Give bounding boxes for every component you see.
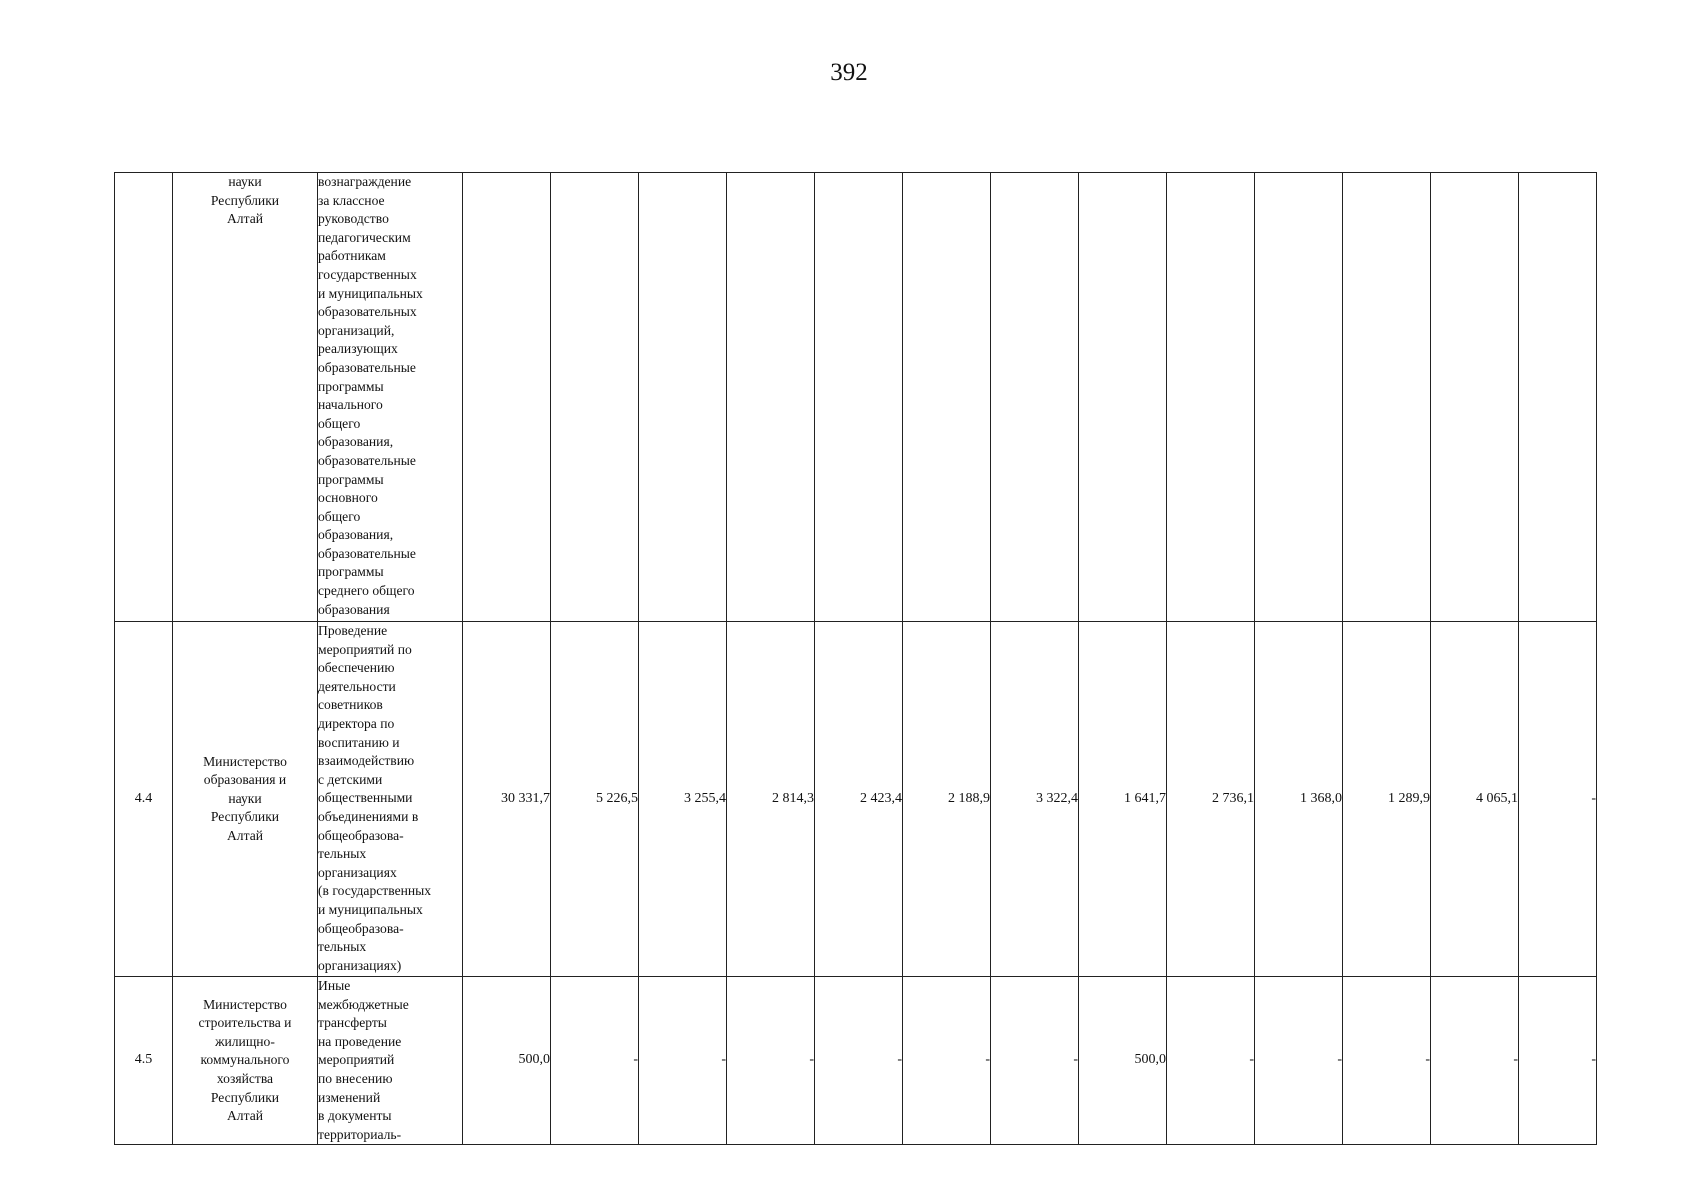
desc-line: деятельности — [318, 678, 396, 694]
desc-line: руководство — [318, 211, 389, 227]
org-line: науки — [228, 790, 262, 806]
desc-line: общего — [318, 508, 361, 524]
value-cell: - — [639, 977, 727, 1145]
table-row — [115, 977, 1597, 1145]
org-line: жилищно- — [215, 1033, 275, 1049]
org-line: Алтай — [226, 211, 263, 227]
org-line: Алтай — [226, 827, 263, 843]
value-cell: 500,0 — [463, 977, 551, 1145]
org-line: науки — [228, 174, 262, 189]
desc-line: программы — [318, 564, 384, 580]
value-cell: - — [1519, 622, 1597, 977]
responsible-organization — [173, 173, 318, 622]
desc-line: обеспечению — [318, 660, 395, 676]
desc-line: программы — [318, 471, 384, 487]
org-line: Республики — [210, 1089, 280, 1105]
desc-line: директора по — [318, 715, 395, 731]
value-cell: 2 188,9 — [903, 622, 991, 977]
desc-line: в документы — [318, 1108, 392, 1124]
value-cell — [463, 173, 551, 622]
desc-line: программы — [318, 378, 384, 394]
table-row — [115, 622, 1597, 977]
value-cell: 2 423,4 — [815, 622, 903, 977]
org-line: коммунального — [200, 1052, 290, 1068]
desc-line: среднего общего — [318, 583, 415, 599]
value-cell: 3 322,4 — [991, 622, 1079, 977]
value-cell: - — [551, 977, 639, 1145]
value-cell: 1 368,0 — [1255, 622, 1343, 977]
measure-description — [318, 977, 463, 1145]
desc-line: с детскими — [318, 771, 383, 787]
value-cell: 2 736,1 — [1167, 622, 1255, 977]
value-cell — [1167, 173, 1255, 622]
desc-line: работникам — [318, 248, 386, 264]
budget-table — [114, 172, 1597, 1145]
responsible-organization — [173, 977, 318, 1145]
responsible-organization — [173, 622, 318, 977]
org-line: Министерство — [203, 753, 287, 769]
desc-line: государственных — [318, 266, 417, 282]
desc-line: воспитанию и — [318, 734, 400, 750]
desc-line: (в государственных — [318, 883, 432, 899]
desc-line: общеобразова- — [318, 827, 404, 843]
desc-line: общего — [318, 415, 361, 431]
value-cell — [1431, 173, 1519, 622]
desc-line: образовательные — [318, 359, 416, 375]
desc-line: общественными — [318, 790, 413, 806]
value-cell: 4 065,1 — [1431, 622, 1519, 977]
row-number: 4.5 — [115, 977, 173, 1145]
value-cell: - — [1167, 977, 1255, 1145]
desc-line: мероприятий по — [318, 641, 412, 657]
desc-line: тельных — [318, 846, 367, 862]
value-cell — [1255, 173, 1343, 622]
page-number: 392 — [830, 59, 868, 86]
org-line: образования и — [203, 772, 287, 788]
value-cell — [991, 173, 1079, 622]
desc-line: Иные — [318, 978, 351, 993]
org-line: строительства и — [198, 1015, 292, 1031]
value-cell: - — [903, 977, 991, 1145]
value-cell — [551, 173, 639, 622]
value-cell: 2 814,3 — [727, 622, 815, 977]
value-cell: - — [815, 977, 903, 1145]
desc-line: взаимодействию — [318, 753, 415, 769]
desc-line: трансферты — [318, 1015, 387, 1031]
desc-line: и муниципальных — [318, 285, 423, 301]
value-cell — [1079, 173, 1167, 622]
row-number: 4.4 — [115, 622, 173, 977]
desc-line: образовательные — [318, 452, 416, 468]
desc-line: на проведение — [318, 1033, 402, 1049]
measure-description — [318, 173, 463, 622]
value-cell: 1 289,9 — [1343, 622, 1431, 977]
desc-line: образовательные — [318, 545, 416, 561]
value-cell: 1 641,7 — [1079, 622, 1167, 977]
value-cell — [727, 173, 815, 622]
desc-line: вознаграждение — [318, 174, 412, 189]
desc-line: образования, — [318, 434, 394, 450]
desc-line: межбюджетные — [318, 996, 409, 1012]
desc-line: педагогическим — [318, 229, 411, 245]
desc-line: Проведение — [318, 623, 388, 638]
value-cell: 500,0 — [1079, 977, 1167, 1145]
value-cell — [903, 173, 991, 622]
org-line: Алтай — [226, 1108, 263, 1124]
value-cell: 30 331,7 — [463, 622, 551, 977]
desc-line: изменений — [318, 1089, 381, 1105]
desc-line: организациях — [318, 864, 397, 880]
desc-line: объединениями в — [318, 808, 419, 824]
value-cell — [639, 173, 727, 622]
desc-line: основного — [318, 490, 378, 506]
value-cell: - — [1431, 977, 1519, 1145]
org-line: Республики — [210, 192, 280, 208]
value-cell: - — [1255, 977, 1343, 1145]
value-cell: - — [991, 977, 1079, 1145]
desc-line: образования, — [318, 527, 394, 543]
value-cell: 3 255,4 — [639, 622, 727, 977]
desc-line: за классное — [318, 192, 385, 208]
desc-line: реализующих — [318, 341, 398, 357]
value-cell: 5 226,5 — [551, 622, 639, 977]
value-cell: - — [727, 977, 815, 1145]
value-cell: - — [1519, 977, 1597, 1145]
table-row — [115, 173, 1597, 622]
desc-line: общеобразова- — [318, 920, 404, 936]
desc-line: советников — [318, 697, 383, 713]
desc-line: по внесению — [318, 1070, 393, 1086]
desc-line: мероприятий — [318, 1052, 395, 1068]
desc-line: и муниципальных — [318, 901, 423, 917]
desc-line: организаций, — [318, 322, 395, 338]
org-line: Министерство — [203, 996, 287, 1012]
row-number — [115, 173, 173, 622]
desc-line: образовательных — [318, 304, 417, 320]
org-line: Республики — [210, 809, 280, 825]
value-cell — [1343, 173, 1431, 622]
desc-line: образования — [318, 601, 390, 617]
table-body — [115, 173, 1597, 1145]
value-cell — [815, 173, 903, 622]
desc-line: тельных — [318, 939, 367, 955]
desc-line: организациях) — [318, 957, 402, 973]
org-line: хозяйства — [216, 1070, 274, 1086]
value-cell — [1519, 173, 1597, 622]
value-cell: - — [1343, 977, 1431, 1145]
desc-line: начального — [318, 397, 383, 413]
measure-description — [318, 622, 463, 977]
desc-line: территориаль- — [318, 1126, 402, 1142]
